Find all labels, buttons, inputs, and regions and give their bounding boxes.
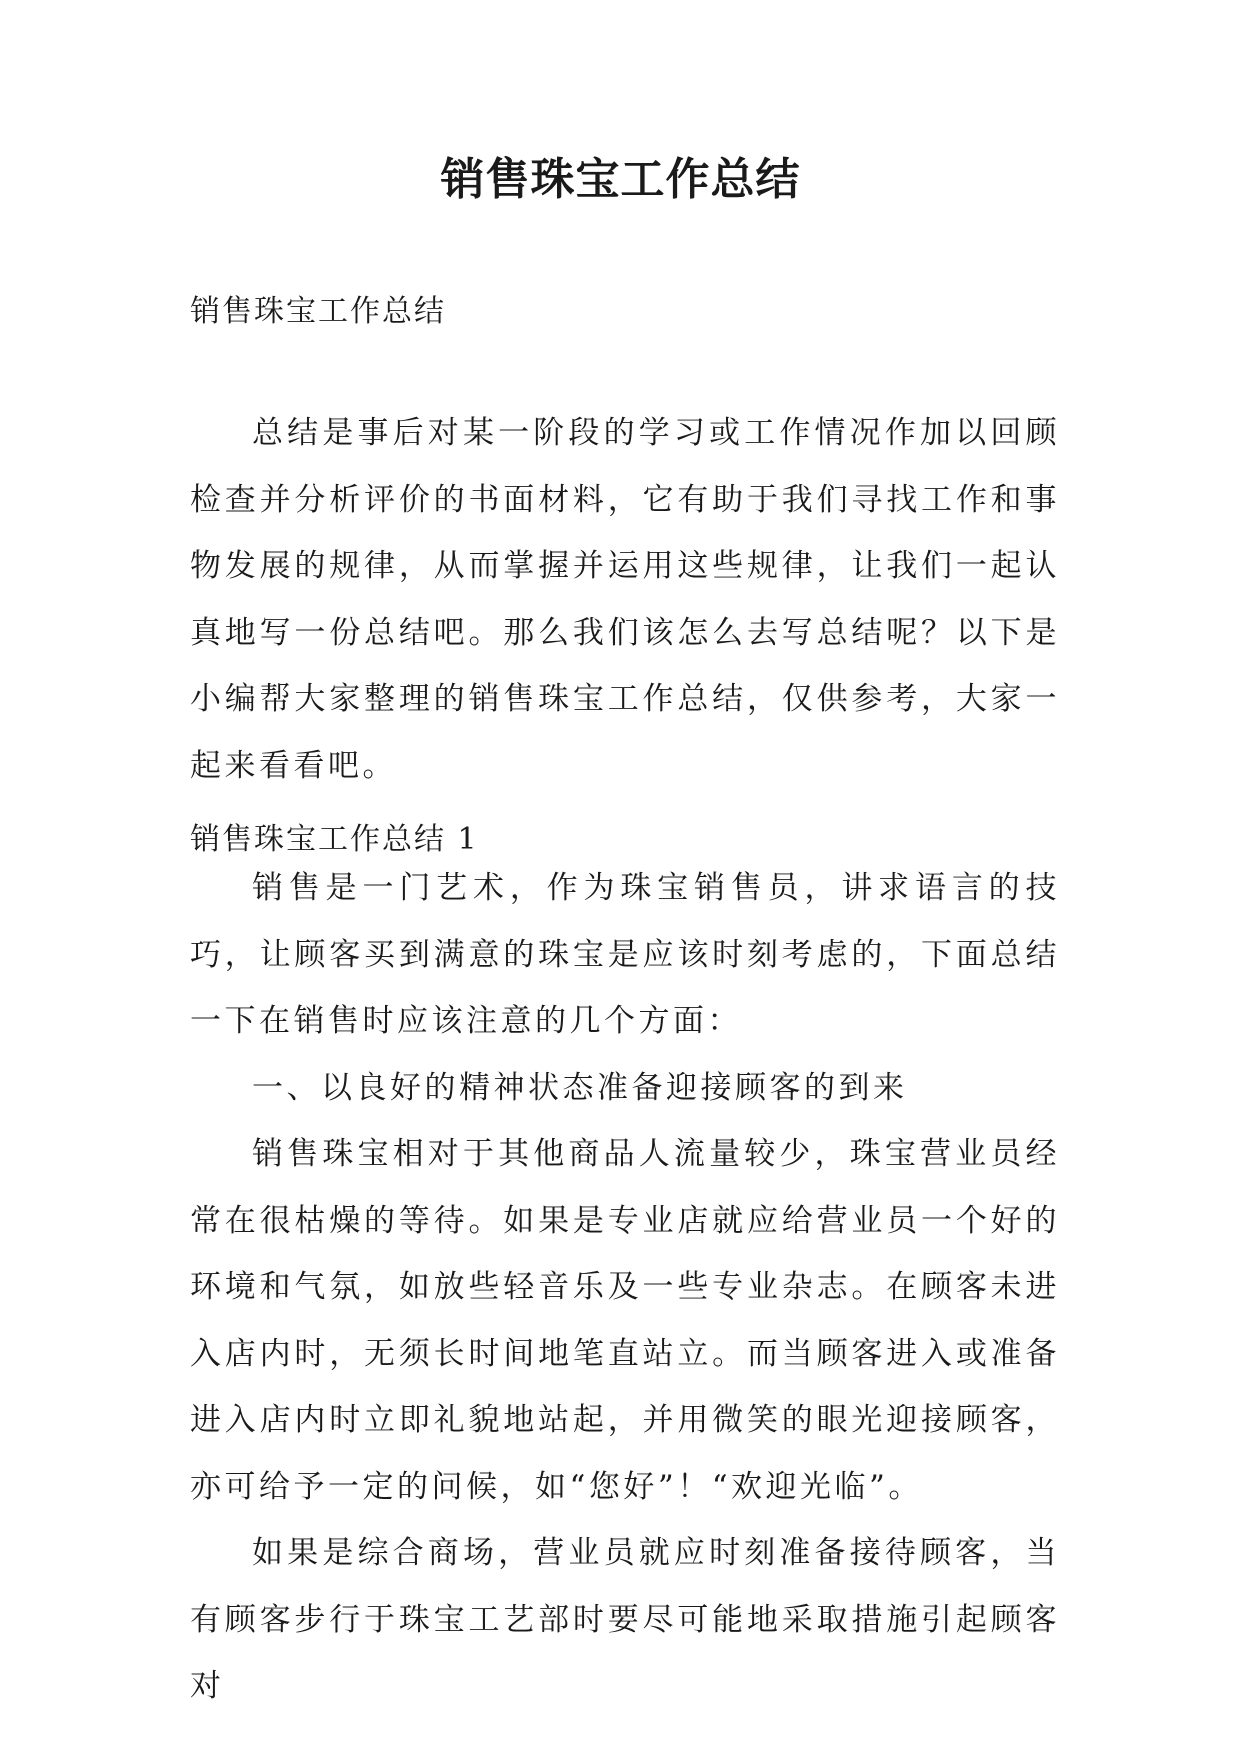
body-paragraph: 如果是综合商场，营业员就应时刻准备接待顾客，当有顾客步行于珠宝工艺部时要尽可能地采取措施引起顾客对 (190, 1535, 1060, 1704)
intro-section (190, 400, 1060, 799)
document-title: 销售珠宝工作总结 (440, 154, 801, 205)
section-title: 销售珠宝工作总结 1 (190, 822, 479, 857)
body-paragraph: 销售是一门艺术，作为珠宝销售员，讲求语言的技巧，让顾客买到满意的珠宝是应该时刻考虑的，下面总结一下在销售时应该注意的几个方面： (190, 870, 1060, 1039)
body-paragraph: 销售珠宝相对于其他商品人流量较少，珠宝营业员经常在很枯燥的等待。如果是专业店就应给营业员一个好的环境和气氛，如放些轻音乐及一些专业杂志。在顾客未进入店内时，无须长时间地笔直站立。而当顾客进入或准备进入店内时立即礼貌地站起，并用微笑的眼光迎接顾客，亦可给予一定的问候，如“您好”！“欢迎光临”。 (190, 1136, 1060, 1505)
section-body (190, 855, 1060, 1720)
document-subtitle: 销售珠宝工作总结 (190, 294, 446, 329)
intro-paragraph: 总结是事后对某一阶段的学习或工作情况作加以回顾检查并分析评价的书面材料，它有助于我们寻找工作和事物发展的规律，从而掌握并运用这些规律，让我们一起认真地写一份总结吧。那么我们该怎么去写总结呢？以下是小编帮大家整理的销售珠宝工作总结，仅供参考，大家一起来看看吧。 (190, 415, 1060, 784)
section-heading: 一、以良好的精神状态准备迎接顾客的到来 (252, 1069, 908, 1106)
